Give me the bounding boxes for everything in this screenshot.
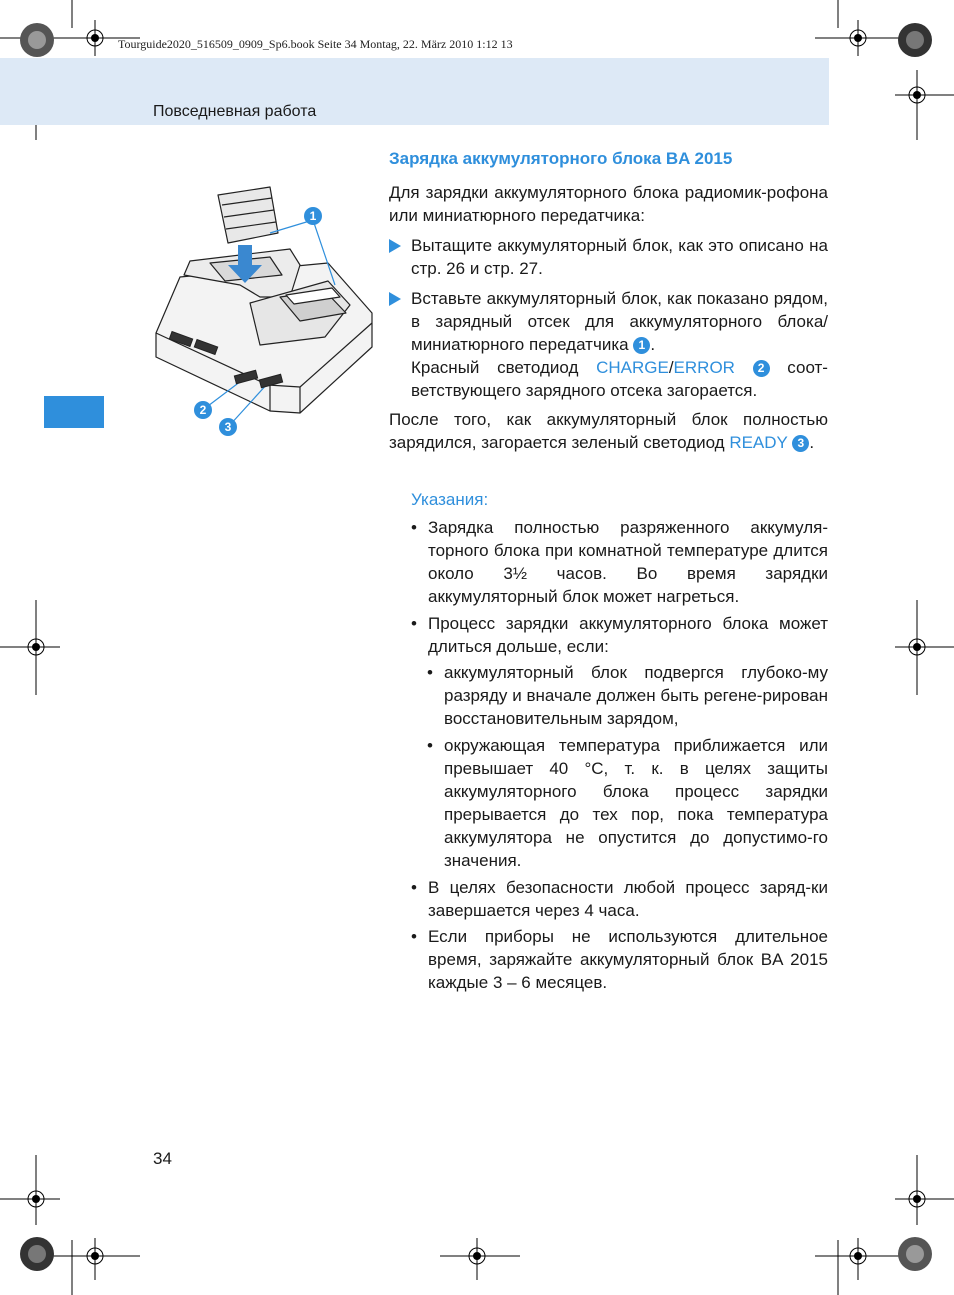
file-info: Tourguide2020_516509_0909_Sp6.book Seite 34 Montag, 22. März 2010 1:12 13 [118, 37, 513, 51]
charge-label: CHARGE [596, 358, 669, 377]
ref-number: 3 [792, 435, 809, 452]
step-2: Вставьте аккумуляторный блок, как показано рядом, в зарядный отсек для аккумуляторного блока/миниатюрного передатчика 1 . Красный светодиод CHARGE/ERROR 2 соот-ветствующего зарядного отсека загорается. [389, 287, 828, 402]
subnote-item: • окружающая температура приближается или превышает 40 °C, т. к. в целях защиты аккумуляторного блока процесс зарядки прерывается до тех пор, пока температура аккумулятора не опустится до допустимо-го значения. [427, 736, 828, 870]
chapter-tab [44, 396, 104, 428]
page-number: 34 [153, 1149, 172, 1168]
callout-3: 3 [224, 420, 232, 434]
header-band [0, 58, 829, 125]
note-item: • Процесс зарядки аккумуляторного блока может длиться дольше, если: [411, 614, 828, 656]
arrow-icon [389, 292, 401, 306]
step-1: Вытащите аккумуляторный блок, как это описано на стр. 26 и стр. 27. [389, 234, 828, 280]
intro-paragraph: Для зарядки аккумуляторного блока радиомик-рофона или миниатюрного передатчика: [389, 183, 828, 225]
callout-1: 1 [309, 209, 317, 223]
error-label: ERROR [673, 358, 735, 377]
callout-2: 2 [199, 403, 207, 417]
ref-number: 1 [633, 337, 650, 354]
charger-illustration [150, 185, 390, 445]
ref-number: 2 [753, 360, 770, 377]
note-item: • В целях безопасности любой процесс заряд-ки завершается через 4 часа. [411, 878, 828, 920]
notes-title: Указания: [411, 490, 489, 509]
note-item: • Если приборы не используются длительное время, заряжайте аккумуляторный блок BA 2015 каждые 3 – 6 месяцев. [411, 927, 828, 992]
section-heading: Зарядка аккумуляторного блока BA 2015 [389, 149, 733, 168]
subnote-item: • аккумуляторный блок подвергся глубоко-му разряду и вначале должен быть регене-рирован восстановительным зарядом, [427, 663, 828, 728]
after-paragraph: После того, как аккумуляторный блок полностью зарядился, загорается зеленый светодиод READY 3 . [389, 410, 828, 452]
ready-label: READY [729, 433, 788, 452]
note-item: • Зарядка полностью разряженного аккумуля-торного блока при комнатной температуре длится около 3½ часов. Во время зарядки аккумуляторный блок может нагреться. [411, 518, 828, 606]
arrow-icon [389, 239, 401, 253]
running-header: Повседневная работа [153, 103, 317, 120]
